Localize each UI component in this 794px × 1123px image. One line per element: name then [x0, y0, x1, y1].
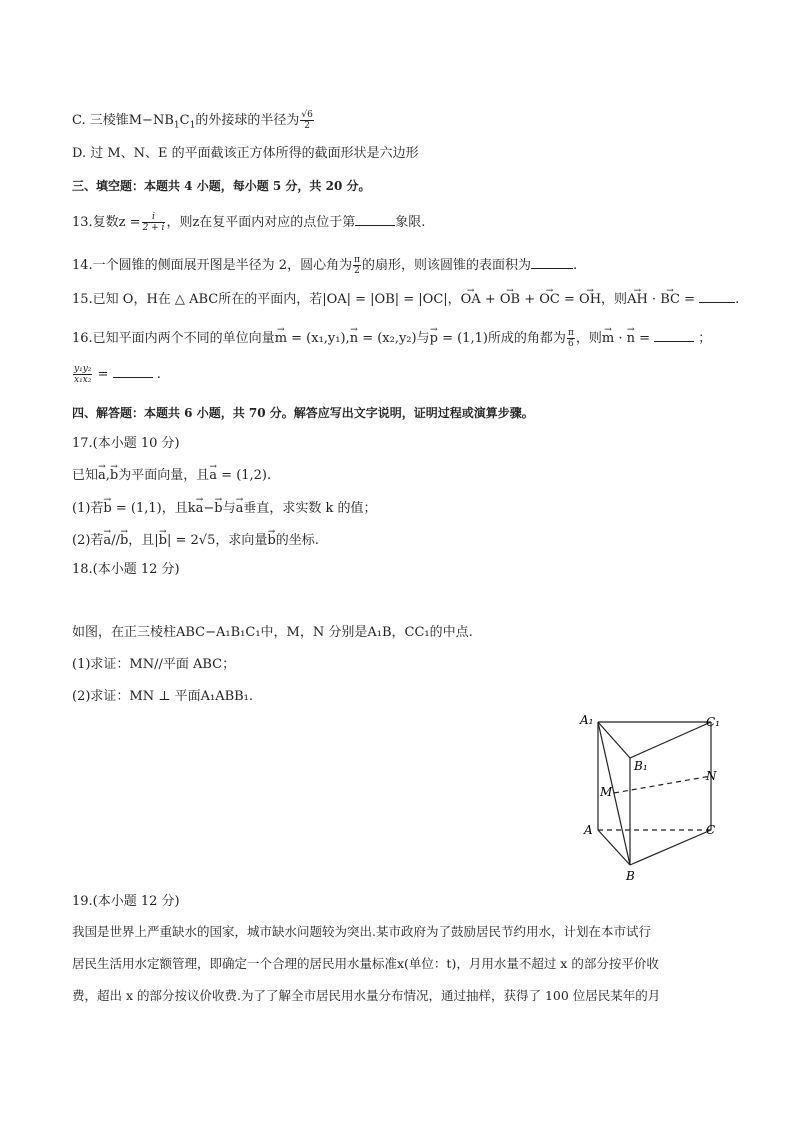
vector: → OH	[579, 291, 601, 309]
q14-text-b: 的扇形，则该圆锥的表面积为	[362, 258, 532, 273]
answer-blank	[699, 302, 735, 303]
q17-1-text-b: = (1,1)，且k	[111, 501, 196, 516]
op: =	[679, 292, 695, 307]
option-c	[72, 110, 315, 131]
prism-figure	[570, 708, 730, 888]
question-14	[72, 255, 577, 276]
question-16-part2	[72, 364, 161, 385]
vector: → n	[627, 330, 635, 348]
question-17-part1	[72, 500, 377, 518]
q17-text-b: 为平面向量，且	[118, 468, 210, 483]
vector: → a	[196, 500, 204, 518]
q16-text: 16.已知平面内两个不同的单位向量	[72, 331, 275, 346]
op: −	[203, 501, 215, 516]
op: =	[93, 367, 109, 382]
question-19-line-3: 费，超出 x 的部分按议价收费.为了了解全市居民用水量分布情况，通过抽样，获得了 100 位居民某年的月	[72, 988, 661, 1003]
edge-b-c	[630, 830, 711, 865]
label-c: C	[706, 823, 716, 837]
op: ,	[105, 468, 110, 483]
frac-num: i	[142, 212, 166, 223]
section-4-heading: 四、解答题：本题共 6 小题，共 70 分。解答应写出文字说明，证明过程或演算步骤。	[72, 406, 534, 420]
vector: → b	[103, 500, 111, 518]
q15-text-d: .	[735, 292, 740, 307]
vector: → a	[209, 467, 217, 485]
vector: → a	[98, 467, 106, 485]
op: ·	[614, 331, 627, 346]
section-3-heading: 三、填空题：本题共 4 小题，每小题 5 分，共 20 分。	[72, 179, 371, 193]
vector: → b	[110, 467, 118, 485]
question-19-line-2: 居民生活用水定额管理，即确定一个合理的居民用水量标准x(单位：t)，月用水量不超过 x 的部分按平价收	[72, 956, 659, 971]
answer-blank	[355, 225, 395, 226]
question-13	[72, 212, 425, 233]
q15-text: 15.已知 O，H在 △ ABC所在的平面内，若|OA| = |OB| = |OC|，	[72, 292, 461, 307]
frac-num: √6	[301, 110, 313, 120]
q13-text-b: ，则z在复平面内对应的点位于第	[166, 215, 356, 230]
sub: 1	[173, 120, 180, 131]
fraction	[567, 328, 575, 349]
question-18-stem: 如图，在正三棱柱ABC−A₁B₁C₁中，M，N 分别是A₁B，CC₁的中点.	[72, 625, 473, 640]
vector: → AH	[627, 291, 648, 309]
label-m: M	[600, 785, 613, 799]
label-b: B	[626, 869, 635, 883]
question-17-part2	[72, 532, 319, 550]
op: +	[480, 292, 500, 307]
q17-2-text-e: 的坐标.	[275, 533, 319, 548]
vector: → m	[602, 330, 614, 348]
q17-2-text-c: ，且|	[128, 533, 159, 548]
frac-num: π	[567, 328, 574, 338]
q17-text-c: = (1,2).	[217, 468, 272, 483]
q17-text: 已知	[72, 468, 99, 483]
vector: → p	[430, 330, 438, 348]
label-c1: C₁	[706, 715, 720, 729]
label-a: A	[584, 823, 593, 837]
q14-text-c: .	[573, 258, 578, 273]
op: =	[559, 292, 580, 307]
edge-b1-c1	[630, 722, 711, 758]
frac-den: 2	[354, 266, 360, 276]
fraction	[73, 364, 92, 385]
q16b-end: .	[156, 367, 161, 382]
label-n: N	[706, 769, 717, 783]
label-b1: B₁	[634, 759, 648, 773]
q16-text-g: ；	[698, 331, 712, 346]
q13-text: 13.复数z =	[72, 215, 141, 230]
vector: → m	[275, 330, 287, 348]
fraction	[300, 110, 313, 131]
q16-text-e: ，则	[575, 331, 602, 346]
frac-num: y₁y₂	[74, 364, 92, 374]
option-c-text-mid: C	[179, 113, 190, 128]
frac-den: 6	[568, 339, 574, 349]
question-15	[72, 291, 739, 309]
answer-blank	[654, 341, 694, 342]
q17-2-text-d: | = 2√5，求向量	[167, 533, 268, 548]
q17-1-text-d: 与	[222, 501, 236, 516]
question-19-title: 19.(本小题 12 分)	[72, 894, 180, 909]
vector: → OB	[500, 291, 520, 309]
vector: → BC	[660, 291, 680, 309]
option-d: D. 过 M、N、E 的平面截该正方体所得的截面形状是六边形	[72, 146, 419, 161]
answer-blank	[113, 377, 153, 378]
question-17-title: 17.(本小题 10 分)	[72, 436, 180, 451]
q17-2-text: (2)若	[72, 533, 104, 548]
vector: → b	[214, 500, 222, 518]
edge-a-b	[598, 830, 630, 865]
q17-1-text: (1)若	[72, 501, 104, 516]
vector: → n	[350, 330, 358, 348]
frac-den: 2	[304, 121, 310, 131]
vector: → OC	[539, 291, 560, 309]
vector: → b	[267, 532, 275, 550]
q17-1-text-e: 垂直，求实数 k 的值；	[243, 501, 377, 516]
vector: → a	[236, 500, 244, 518]
frac-num: π	[354, 255, 360, 265]
op: ·	[647, 292, 661, 307]
option-c-text: C. 三棱锥M−NB	[72, 113, 174, 128]
vector: → a	[103, 532, 111, 550]
q14-text: 14.一个圆锥的侧面展开图是半径为 2，圆心角为	[72, 258, 353, 273]
answer-blank	[531, 268, 573, 269]
frac-den: 2 + i	[142, 223, 165, 233]
question-18-part2: (2)求证：MN ⊥ 平面A₁ABB₁.	[72, 689, 254, 704]
option-c-suffix: 的外接球的半径为	[195, 113, 300, 128]
op: +	[520, 292, 540, 307]
q13-text-c: 象限.	[395, 215, 426, 230]
question-18-title: 18.(本小题 12 分)	[72, 562, 180, 577]
question-16	[72, 328, 711, 349]
edge-a1-b1	[598, 722, 630, 758]
vector: → OA	[461, 291, 481, 309]
segment-m-n-hidden	[614, 776, 711, 793]
q16-text-c: = (x₂,y₂)与	[358, 331, 430, 346]
fraction	[353, 255, 361, 276]
q16-text-d: = (1,1)所成的角都为	[437, 331, 566, 346]
question-19-line-1: 我国是世界上严重缺水的国家，城市缺水问题较为突出.某市政府为了鼓励居民节约用水，计划在本市试行	[72, 924, 651, 939]
frac-den: x₁x₂	[74, 375, 92, 385]
op: //	[111, 533, 120, 548]
q15-text-b: ，则	[601, 292, 628, 307]
q16-text-b: = (x₁,y₁),	[287, 331, 350, 346]
vector: → b	[120, 532, 128, 550]
fraction	[142, 212, 166, 233]
question-18-part1: (1)求证：MN//平面 ABC；	[72, 657, 236, 672]
sub: 1	[189, 120, 196, 131]
op: =	[634, 331, 650, 346]
label-a1: A₁	[580, 713, 594, 727]
vector: → b	[159, 532, 167, 550]
question-17-stem	[72, 467, 271, 485]
